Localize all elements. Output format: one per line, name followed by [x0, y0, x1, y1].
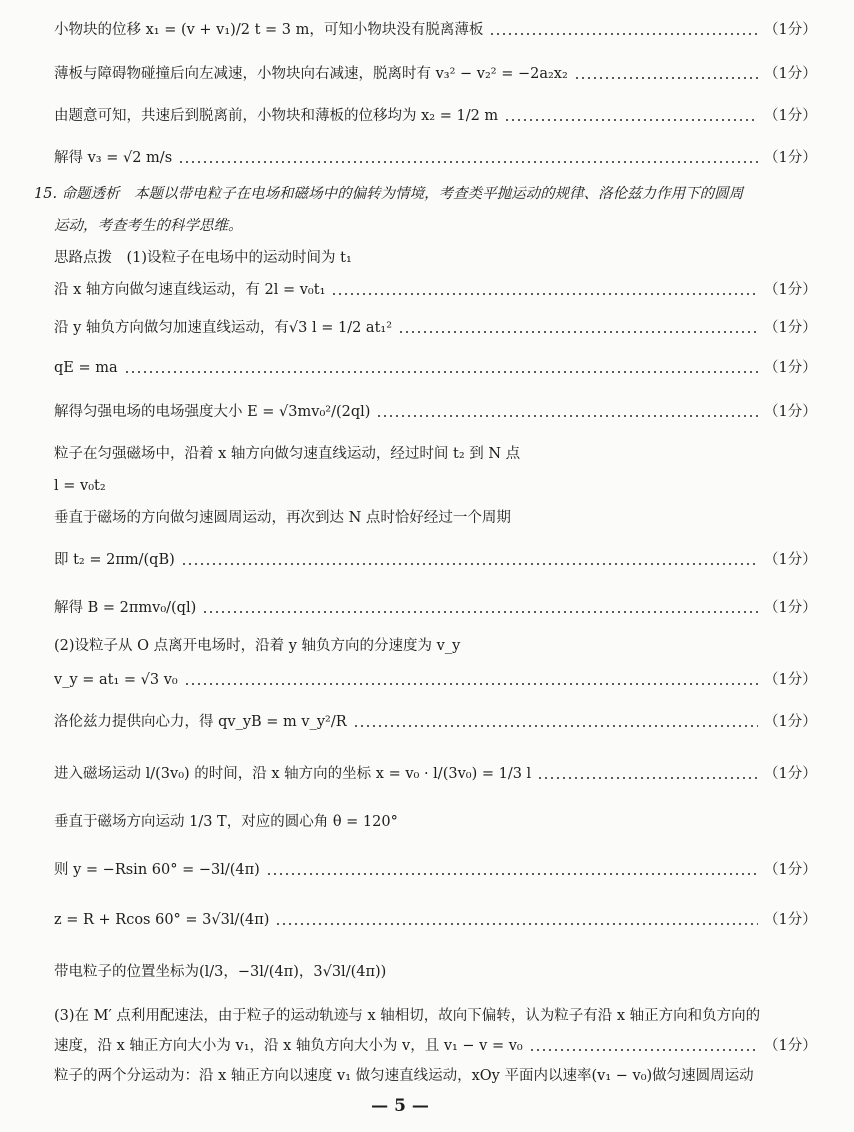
leader-dots: [353, 725, 758, 727]
leader-dots: [376, 415, 758, 417]
leader-dots: [184, 683, 758, 685]
doc-line: [0, 638, 854, 655]
leader-dots: [537, 777, 758, 779]
score-label: （1分）: [764, 404, 817, 420]
doc-line: [0, 320, 854, 337]
doc-line: [0, 66, 854, 83]
line-text: 垂直于磁场的方向做匀速圆周运动，再次到达 N 点时恰好经过一个周期: [54, 510, 511, 526]
leader-dots: [574, 77, 758, 79]
line-text: 运动，考查考生的科学思维。: [54, 218, 243, 234]
doc-line: [0, 912, 854, 929]
leader-dots: [331, 293, 758, 295]
line-text: 粒子的两个分运动为：沿 x 轴正方向以速度 v₁ 做匀速直线运动，xOy 平面内以速率(v₁ − v₀)做匀速圆周运动: [54, 1068, 754, 1084]
score-label: （1分）: [764, 22, 817, 38]
line-text: 解得 v₃ = √2 m/s: [54, 150, 173, 166]
score-label: （1分）: [764, 714, 817, 730]
line-text: 沿 y 轴负方向做匀加速直线运动，有√3 l = 1/2 at₁²: [54, 320, 393, 336]
doc-line: [0, 22, 854, 39]
doc-line: [0, 446, 854, 463]
doc-line: [0, 672, 854, 689]
doc-line: [0, 360, 854, 377]
doc-line: [0, 250, 854, 267]
line-text: 解得 B = 2πmv₀/(ql): [54, 600, 197, 616]
score-label: （1分）: [764, 150, 817, 166]
leader-dots: [275, 923, 758, 925]
score-label: （1分）: [764, 1038, 817, 1054]
leader-dots: [181, 563, 758, 565]
doc-line: [0, 552, 854, 569]
line-text: 垂直于磁场方向运动 1/3 T，对应的圆心角 θ = 120°: [54, 814, 398, 830]
doc-line: [0, 1068, 854, 1085]
line-text: 粒子在匀强磁场中，沿着 x 轴方向做匀速直线运动，经过时间 t₂ 到 N 点: [54, 446, 521, 462]
line-text: 解得匀强电场的电场强度大小 E = √3mv₀²/(2ql): [54, 404, 371, 420]
line-text: 则 y = −Rsin 60° = −3l/(4π): [54, 862, 260, 878]
doc-line: [0, 478, 854, 495]
doc-line: [0, 814, 854, 831]
line-text: 薄板与障碍物碰撞后向左减速，小物块向右减速，脱离时有 v₃² − v₂² = −2a₂x₂: [54, 66, 568, 82]
question-heading: 15. 命题透析 本题以带电粒子在电场和磁场中的偏转为情境，考查类平抛运动的规律、洛伦兹力作用下的圆周: [34, 186, 744, 202]
line-text: 速度，沿 x 轴正方向大小为 v₁，沿 x 轴负方向大小为 v，且 v₁ − v = v₀: [54, 1038, 523, 1054]
line-text: (3)在 M′ 点利用配速法，由于粒子的运动轨迹与 x 轴相切，故向下偏转，认为粒子有沿 x 轴正方向和负方向的: [54, 1008, 761, 1024]
doc-line: [0, 1008, 854, 1025]
score-label: （1分）: [764, 862, 817, 878]
line-text: 沿 x 轴方向做匀速直线运动，有 2l = v₀t₁: [54, 282, 326, 298]
score-label: （1分）: [764, 320, 817, 336]
line-text: 带电粒子的位置坐标为(l/3，−3l/(4π)，3√3l/(4π)): [54, 964, 387, 980]
doc-line: [0, 218, 854, 235]
line-text: qE = ma: [54, 360, 118, 376]
doc-line: [0, 150, 854, 167]
leader-dots: [178, 161, 758, 163]
line-text: v_y = at₁ = √3 v₀: [54, 672, 178, 688]
score-label: （1分）: [764, 552, 817, 568]
line-text: z = R + Rcos 60° = 3√3l/(4π): [54, 912, 270, 928]
doc-line: [0, 766, 854, 783]
doc-line: [0, 404, 854, 421]
line-text: 即 t₂ = 2πm/(qB): [54, 552, 175, 568]
doc-line: [0, 714, 854, 731]
leader-dots: [124, 371, 758, 373]
leader-dots: [202, 611, 758, 613]
doc-line: [0, 964, 854, 981]
leader-dots: [398, 331, 758, 333]
doc-line: [0, 510, 854, 527]
line-text: 由题意可知，共速后到脱离前，小物块和薄板的位移均为 x₂ = 1/2 m: [54, 108, 499, 124]
score-label: （1分）: [764, 282, 817, 298]
line-text: 洛伦兹力提供向心力，得 qv_yB = m v_y²/R: [54, 714, 347, 730]
leader-dots: [266, 873, 758, 875]
doc-line: [0, 862, 854, 879]
score-label: （1分）: [764, 766, 817, 782]
line-text: 思路点拨 (1)设粒子在电场中的运动时间为 t₁: [54, 250, 352, 266]
doc-line: [0, 600, 854, 617]
doc-line: [0, 108, 854, 125]
line-text: (2)设粒子从 O 点离开电场时，沿着 y 轴负方向的分速度为 v_y: [54, 638, 461, 654]
leader-dots: [529, 1049, 758, 1051]
doc-line: [0, 282, 854, 299]
doc-line: [0, 186, 834, 203]
score-label: （1分）: [764, 672, 817, 688]
score-label: （1分）: [764, 912, 817, 928]
score-label: （1分）: [764, 108, 817, 124]
score-label: （1分）: [764, 360, 817, 376]
line-text: 小物块的位移 x₁ = (v + v₁)/2 t = 3 m，可知小物块没有脱离薄板: [54, 22, 484, 38]
page-number: — 5 —: [371, 1096, 429, 1116]
doc-line: [0, 1038, 854, 1055]
score-label: （1分）: [764, 600, 817, 616]
line-text: l = v₀t₂: [54, 478, 106, 494]
score-label: （1分）: [764, 66, 817, 82]
leader-dots: [504, 119, 758, 121]
leader-dots: [489, 33, 758, 35]
line-text: 进入磁场运动 l/(3v₀) 的时间，沿 x 轴方向的坐标 x = v₀ · l/(3v₀) = 1/3 l: [54, 766, 532, 782]
